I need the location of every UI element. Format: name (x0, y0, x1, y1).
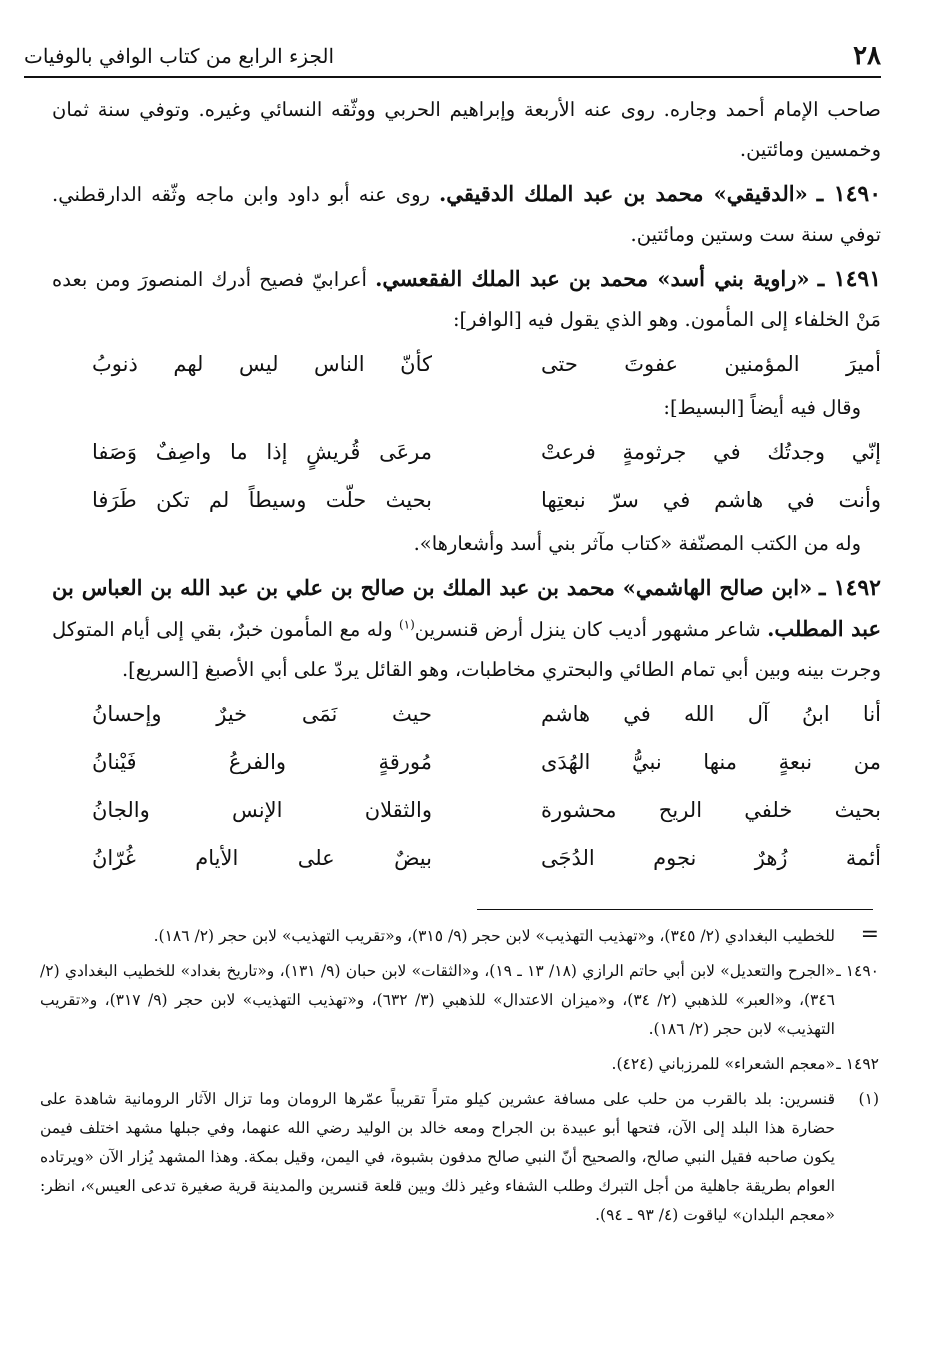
footnote (40, 922, 879, 951)
entry-text: شاعر مشهور أديب كان ينزل أرض قنسرين (414, 618, 761, 641)
verse-intro: وقال فيه أيضاً [البسيط]: (663, 396, 861, 419)
entry-1491 (52, 259, 881, 340)
footnote (40, 1085, 879, 1230)
verse-first-hemistich: إنّي وجدتُك في جرثومةٍ فرعتْ (541, 440, 881, 464)
verse-line (52, 738, 881, 786)
verse-line (52, 428, 881, 476)
main-text (52, 90, 881, 882)
entry-number: ١٤٩٢ ـ (819, 575, 881, 601)
verse-first-hemistich: من نبعةٍ منها نبيُّ الهُدَى (541, 750, 881, 774)
verse-first-hemistich: وأنت في هاشم في سرّ نبعتِها (541, 488, 881, 512)
verse-first-hemistich: أميرَ المؤمنين عفوتَ حتى (541, 352, 881, 376)
entry-heading: «راوية بني أسد» محمد بن عبد الملك الفقعسي. (375, 266, 810, 291)
verse-line (52, 340, 881, 388)
footnote-separator (477, 909, 873, 910)
verse-second-hemistich: حيث نَمَى خيرٌ وإحسانُ (92, 702, 432, 726)
verse-second-hemistich: مُورقةٍ والفرعُ فَيْنانُ (92, 750, 432, 774)
footnote-text: «معجم الشعراء» للمرزباني (٤٢٤). (611, 1055, 835, 1073)
page-header (24, 40, 881, 78)
entry-number: ١٤٩١ ـ (817, 266, 882, 292)
verse-second-hemistich: كأنّ الناس ليس لهم ذنوبُ (92, 352, 432, 376)
entry-text: أعرابيّ فصيح أدرك المنصورَ ومن بعده مَنْ الخلفاء إلى المأمون. وهو الذي يقول فيه [الوافر]: (52, 268, 881, 331)
footnote-mark: ١٤٩٢ ـ (836, 1055, 879, 1073)
verse-second-hemistich: والثقلان الإنس والجانُ (92, 798, 432, 822)
verse-line (52, 786, 881, 834)
footnote-mark: ١٤٩٠ ـ (836, 962, 879, 980)
entry-1490 (52, 174, 881, 255)
entry-heading: «ابن صالح الهاشمي» محمد بن عبد الملك بن صالح بن علي بن عبد الله بن العباس بن عبد المطلب. (52, 575, 882, 641)
verse-second-hemistich: بحيث حلّت وسيطاً لم تكن طَرَفا (92, 488, 432, 512)
verse-first-hemistich: بحيث خلفي الريح محشورة (541, 798, 881, 822)
verse-second-hemistich: مرعَى قُريشٍ إذا ما واصِفٌ وَصَفا (92, 440, 432, 464)
verse-line (52, 690, 881, 738)
verse-line (52, 476, 881, 524)
paragraph-intro: صاحب الإمام أحمد وجاره. روى عنه الأربعة وإبراهيم الحربي ووثّقه النسائي وغيره. وتوفي سنة ثمان وخمسين ومائتين. (52, 98, 881, 161)
running-title: الجزء الرابع من كتاب الوافي بالوفيات (24, 44, 335, 68)
verse-second-hemistich: بيضٌ على الأيام غُرّانُ (92, 846, 432, 870)
footnote-text: «الجرح والتعديل» لابن أبي حاتم الرازي (١٨/ ١٣ ـ ١٩)، و«الثقات» لابن حبان (٩/ ١٣١)، و«تاريخ بغداد» للخطيب البغدادي (٢/ ٣٤٦)، و«العبر» للذهبي (٢/ ٣٤)، و«ميزان الاعتدال» للذهبي (٣/ ٦٣٢)، و«تهذيب التهذيب» لابن حجر (٩/ ٣١٧)، و«تقريب التهذيب» لابن حجر (٢/ ١٨٦). (40, 962, 836, 1038)
entry-text-continued: وله مع المأمون خبرٌ، بقي إلى أيام المتوكل وجرت بينه وبين أبي تمام الطائي والبحتري مخاطبات، وهو القائل يردّ على أبي الأصبغ [السريع]. (52, 618, 881, 681)
footnote (40, 957, 879, 1044)
verse-first-hemistich: أنا ابنُ آل الله في هاشم (541, 702, 881, 726)
footnote-mark: (١) (858, 1090, 879, 1108)
footnote (40, 1050, 879, 1079)
verse-line (52, 834, 881, 882)
page-number: ٢٨ (853, 41, 881, 71)
footnote-reference[interactable]: (١) (398, 617, 415, 632)
entry-text: روى عنه أبو داود وابن ماجه وثّقه الدارقطني. توفي سنة ست وستين ومائتين. (52, 183, 881, 246)
footnote-text: قنسرين: بلد بالقرب من حلب على مسافة عشرين كيلو متراً تقريباً عمّرها الرومان وما تزال الآثار الرومانية شاهدة على حضارة هذا البلد إلى الآن، فتحها أبو عبيدة بن الجراح ومعه خالد بن الوليد رضي الله عنهما، وفي جبلها مشهد اختلف فيمن يكون صاحبه فقيل النبي صالح، والصحيح أنّ النبي صالح مدفون بشبوة، في اليمن، وقيل بمكة. وهذا المشهد يُزار الآن «ويرتاده العوام بطريقة جاهلية من أجل التبرك وطلب الشفاء وغير ذلك وبين قلعة قنسرين والمدينة قرية صغيرة تدعى العيس»، انظر: «معجم البلدان» لياقوت (٤/ ٩٣ ـ ٩٤). (40, 1090, 835, 1224)
entry-heading: «الدقيقي» محمد بن عبد الملك الدقيقي. (439, 181, 808, 206)
book-note: وله من الكتب المصنّفة «كتاب مآثر بني أسد وأشعارها». (413, 532, 861, 555)
footnotes (40, 922, 879, 1236)
entry-1492 (52, 568, 881, 690)
footnote-mark: = (860, 922, 879, 947)
verse-first-hemistich: أئمة زُهرٌ نجوم الدُجَى (541, 846, 881, 870)
footnote-text: للخطيب البغدادي (٢/ ٣٤٥)، و«تهذيب التهذيب» لابن حجر (٩/ ٣١٥)، و«تقريب التهذيب» لابن حجر (٢/ ١٨٦). (153, 927, 835, 945)
entry-number: ١٤٩٠ ـ (816, 181, 882, 207)
